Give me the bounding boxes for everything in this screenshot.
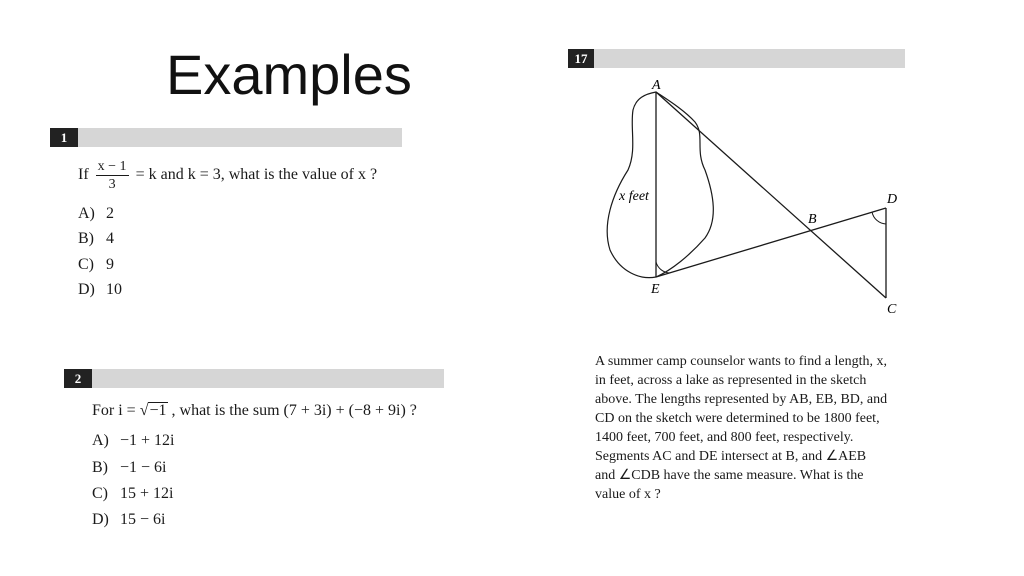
question-17-text-line: CD on the sketch were determined to be 1800 feet, — [595, 411, 880, 426]
lake-outline — [607, 92, 713, 278]
question-1-prefix: If — [78, 166, 89, 184]
angle-cdb-arc — [872, 212, 886, 224]
option-value: 9 — [106, 256, 114, 273]
question-17-text-line: Segments AC and DE intersect at B, and ∠AEB — [595, 449, 867, 464]
question-2-suffix: , what is the sum (7 + 3i) + (−8 + 9i) ? — [171, 402, 417, 419]
option-value: 15 − 6i — [120, 511, 166, 528]
option-value: 15 + 12i — [120, 485, 174, 502]
option-letter: A) — [78, 205, 95, 222]
label-e: E — [651, 282, 660, 297]
question-1-number: 1 — [50, 128, 78, 147]
label-x-feet: x feet — [619, 189, 649, 204]
question-17-text — [595, 352, 925, 504]
option-letter: B) — [78, 230, 94, 247]
label-c: C — [887, 302, 897, 317]
question-2-prefix: For i = — [92, 402, 136, 419]
question-17-number: 17 — [568, 49, 594, 68]
option-value: −1 − 6i — [120, 459, 167, 476]
question-1-fraction-numerator: x − 1 — [97, 159, 127, 174]
slide-title: Examples — [166, 43, 412, 106]
option-letter: C) — [92, 485, 108, 502]
question-17-text-line: and ∠CDB have the same measure. What is the — [595, 468, 864, 483]
radical-sign: √ — [139, 402, 149, 419]
question-1-fraction-denominator: 3 — [108, 177, 116, 192]
label-d: D — [887, 192, 898, 207]
option-value: 10 — [106, 281, 122, 298]
option-letter: A) — [92, 432, 109, 449]
question-17-text-line: above. The lengths represented by AB, EB, BD, and — [595, 392, 888, 407]
question-17-text-line: value of x ? — [595, 487, 661, 502]
question-2-number: 2 — [64, 369, 92, 388]
option-letter: B) — [92, 459, 108, 476]
question-17-text-line: A summer camp counselor wants to find a length, x, — [595, 354, 887, 369]
option-value: 2 — [106, 205, 114, 222]
option-letter: D) — [78, 281, 95, 298]
question-2-radicand: −1 — [149, 402, 167, 419]
option-value: −1 + 12i — [120, 432, 175, 449]
option-letter: D) — [92, 511, 109, 528]
label-b: B — [808, 212, 817, 227]
question-17-text-line: in feet, across a lake as represented in the sketch — [595, 373, 867, 388]
label-a: A — [652, 78, 661, 93]
question-1-suffix: = k and k = 3, what is the value of x ? — [135, 166, 378, 184]
option-value: 4 — [106, 230, 114, 247]
option-letter: C) — [78, 256, 94, 273]
question-17-text-line: 1400 feet, 700 feet, and 800 feet, respectively. — [595, 430, 854, 445]
